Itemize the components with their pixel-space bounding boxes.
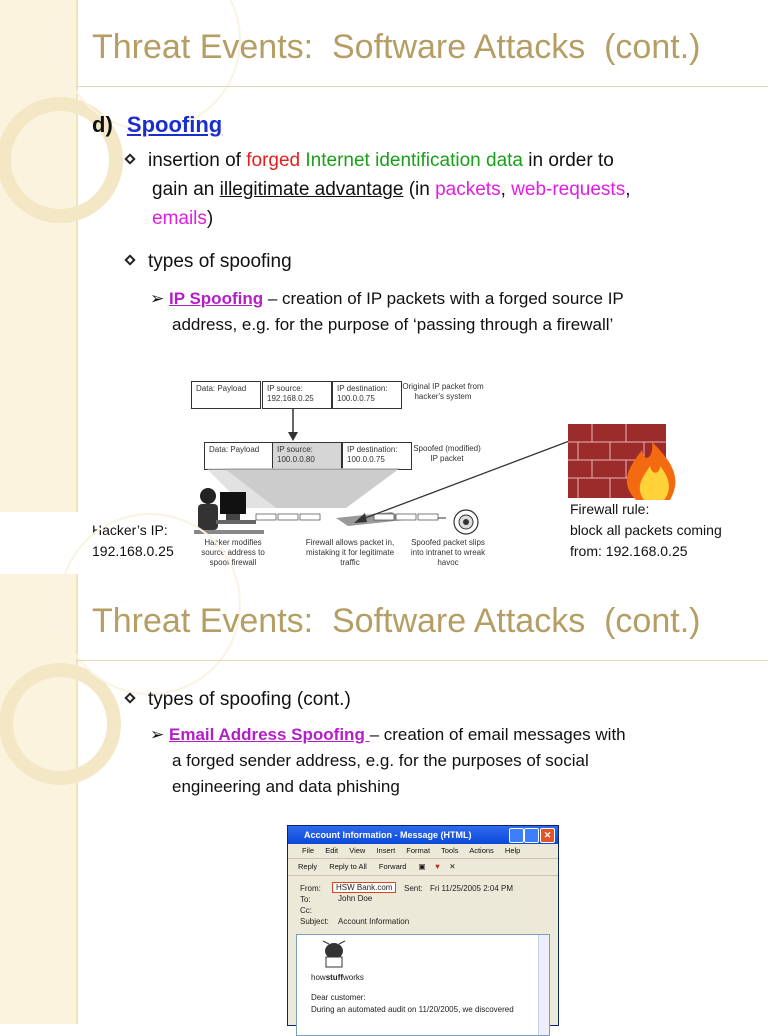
cc-label: Cc: <box>300 906 312 915</box>
top-note: Original IP packet from hacker's system <box>402 382 484 401</box>
menu-actions[interactable]: Actions <box>469 846 494 855</box>
bullet-text: in order to <box>522 150 614 171</box>
subject-value: Account Information <box>338 917 410 926</box>
sub-email-line3 <box>172 774 400 800</box>
mid-payload: Data: Payload <box>204 442 274 470</box>
sub-email-spoofing <box>150 722 750 748</box>
slide-title: Threat Events: Software Attacks (cont.) <box>92 28 701 66</box>
email-toolbar <box>288 859 558 876</box>
menu-edit[interactable]: Edit <box>325 846 339 855</box>
menu-view[interactable]: View <box>349 846 366 855</box>
sub-text: – creation of IP packets with a forged source IP <box>263 289 624 308</box>
email-menubar <box>288 844 558 859</box>
caption-firewall: Firewall allows packet in, mistaking it for legitimate traffic <box>305 538 395 567</box>
sub-text: address, e.g. for the purpose of ‘passing through a firewall’ <box>172 315 614 334</box>
top-dst <box>332 381 402 409</box>
bullet-text: (in <box>403 179 436 200</box>
from-value: HSW Bank.com <box>332 882 396 893</box>
top-payload: Data: Payload <box>191 381 261 409</box>
top-src-value: 192.168.0.25 <box>267 394 314 403</box>
top-dst-label: IP destination: <box>337 384 388 393</box>
close-button[interactable]: ✕ <box>540 828 555 843</box>
menu-format[interactable]: Format <box>406 846 431 855</box>
body-text: During an automated audit on 11/20/2005, we discovered <box>311 1005 514 1014</box>
sub-email-line2 <box>172 748 589 774</box>
menu-tools[interactable]: Tools <box>441 846 459 855</box>
diamond-bullet-icon <box>124 254 135 265</box>
diamond-bullet-icon <box>124 153 135 164</box>
logo-text <box>311 973 364 982</box>
body-greeting: Dear customer: <box>311 993 366 1002</box>
mid-src-value: 100.0.0.80 <box>277 455 315 464</box>
packets-word: packets <box>435 179 501 200</box>
emails-word: emails <box>152 208 207 229</box>
howstuffworks-logo-icon <box>317 941 351 971</box>
email-window <box>287 825 559 1026</box>
firewall-rule-line2: from: 192.168.0.25 <box>570 543 688 559</box>
internet-id-phrase: Internet identification data <box>305 150 523 171</box>
firewall-rule-line1: block all packets coming <box>570 522 722 538</box>
bullet-text: , <box>500 179 512 200</box>
sub-text: engineering and data phishing <box>172 777 400 796</box>
arrow-bullet-icon: ➢ <box>150 725 165 744</box>
hackers-ip-value: 192.168.0.25 <box>92 543 174 559</box>
logo-text-stuff: stuff <box>325 973 344 982</box>
reply-button[interactable]: Reply <box>298 862 318 871</box>
email-spoofing-link[interactable]: Email Address Spoofing <box>168 725 370 744</box>
email-titlebar <box>288 826 558 844</box>
title-divider <box>76 660 768 661</box>
logo-text-how: how <box>311 973 326 982</box>
bullet-types-cont <box>126 686 351 714</box>
logo-text-works: works <box>343 973 364 982</box>
to-label: To: <box>300 895 311 904</box>
minimize-button[interactable] <box>509 828 524 843</box>
down-arrow-icon <box>286 408 300 442</box>
sub-text: – creation of email messages with <box>369 725 626 744</box>
maximize-button[interactable] <box>524 828 539 843</box>
sent-value: Fri 11/25/2005 2:04 PM <box>430 884 514 893</box>
firewall-icon <box>566 420 686 504</box>
bullet-text: , <box>625 179 631 200</box>
spoofing-link[interactable]: Spoofing <box>126 112 223 137</box>
top-dst-value: 100.0.0.75 <box>337 394 375 403</box>
bullet-text: insertion of <box>148 150 247 171</box>
delete-icon[interactable]: ✕ <box>449 862 456 871</box>
email-body <box>296 934 550 1036</box>
flag-icon[interactable]: ▼ <box>433 862 442 871</box>
menu-help[interactable]: Help <box>504 846 521 855</box>
connector-arrow <box>350 436 580 536</box>
reply-all-button[interactable]: Reply to All <box>329 862 367 871</box>
caption-spoofed: Spoofed packet slips into intranet to wreak havoc <box>410 538 486 567</box>
heading-prefix: d) <box>92 112 113 137</box>
bullet-types <box>126 248 292 276</box>
print-icon[interactable]: ▣ <box>418 862 426 871</box>
firewall-rule-title: Firewall rule: <box>570 501 650 517</box>
scrollbar[interactable] <box>538 935 549 1035</box>
mid-note: Spoofed (modified) IP packet <box>413 444 481 463</box>
caption-hacker: Hacker modifies source address to spoof firewall <box>201 538 265 567</box>
top-src <box>262 381 332 409</box>
section-heading <box>92 111 222 139</box>
email-title: Account Information - Message (HTML) <box>304 830 472 840</box>
email-header <box>288 876 558 932</box>
bullet-text: ) <box>206 208 214 229</box>
bullet-text: types of spoofing <box>148 251 292 272</box>
from-label: From: <box>300 884 321 893</box>
forward-button[interactable]: Forward <box>378 862 407 871</box>
bullet-insertion-line2 <box>152 176 762 204</box>
mid-dst-value: 100.0.0.75 <box>347 455 385 464</box>
menu-insert[interactable]: Insert <box>376 846 396 855</box>
sub-text: a forged sender address, e.g. for the purposes of social <box>172 751 589 770</box>
bullet-insertion <box>126 147 756 175</box>
subject-label: Subject: <box>300 917 329 926</box>
ip-spoofing-link[interactable]: IP Spoofing <box>168 289 264 308</box>
mid-dst-label: IP destination: <box>347 445 398 454</box>
diamond-bullet-icon <box>124 692 135 703</box>
bullet-insertion-line3 <box>152 205 213 233</box>
hackers-ip-label: Hacker’s IP: <box>92 522 168 538</box>
sub-ip-spoofing-line2 <box>172 312 613 338</box>
mid-src-label: IP source: <box>277 445 313 454</box>
slide-title: Threat Events: Software Attacks (cont.) <box>92 602 701 640</box>
bullet-text: types of spoofing (cont.) <box>148 689 351 710</box>
bullet-text: gain an <box>152 179 220 200</box>
forged-word: forged <box>246 150 301 171</box>
web-requests-word: web-requests <box>511 179 626 200</box>
sent-label: Sent: <box>404 884 423 893</box>
title-divider <box>76 86 768 87</box>
mid-src <box>272 442 342 470</box>
top-src-label: IP source: <box>267 384 303 393</box>
illegitimate-advantage: illegitimate advantage <box>219 179 404 200</box>
arrow-bullet-icon: ➢ <box>150 289 165 308</box>
menu-file[interactable]: File <box>302 846 315 855</box>
sub-ip-spoofing <box>150 286 750 312</box>
slide-2 <box>0 574 768 1024</box>
to-value: John Doe <box>338 894 373 903</box>
